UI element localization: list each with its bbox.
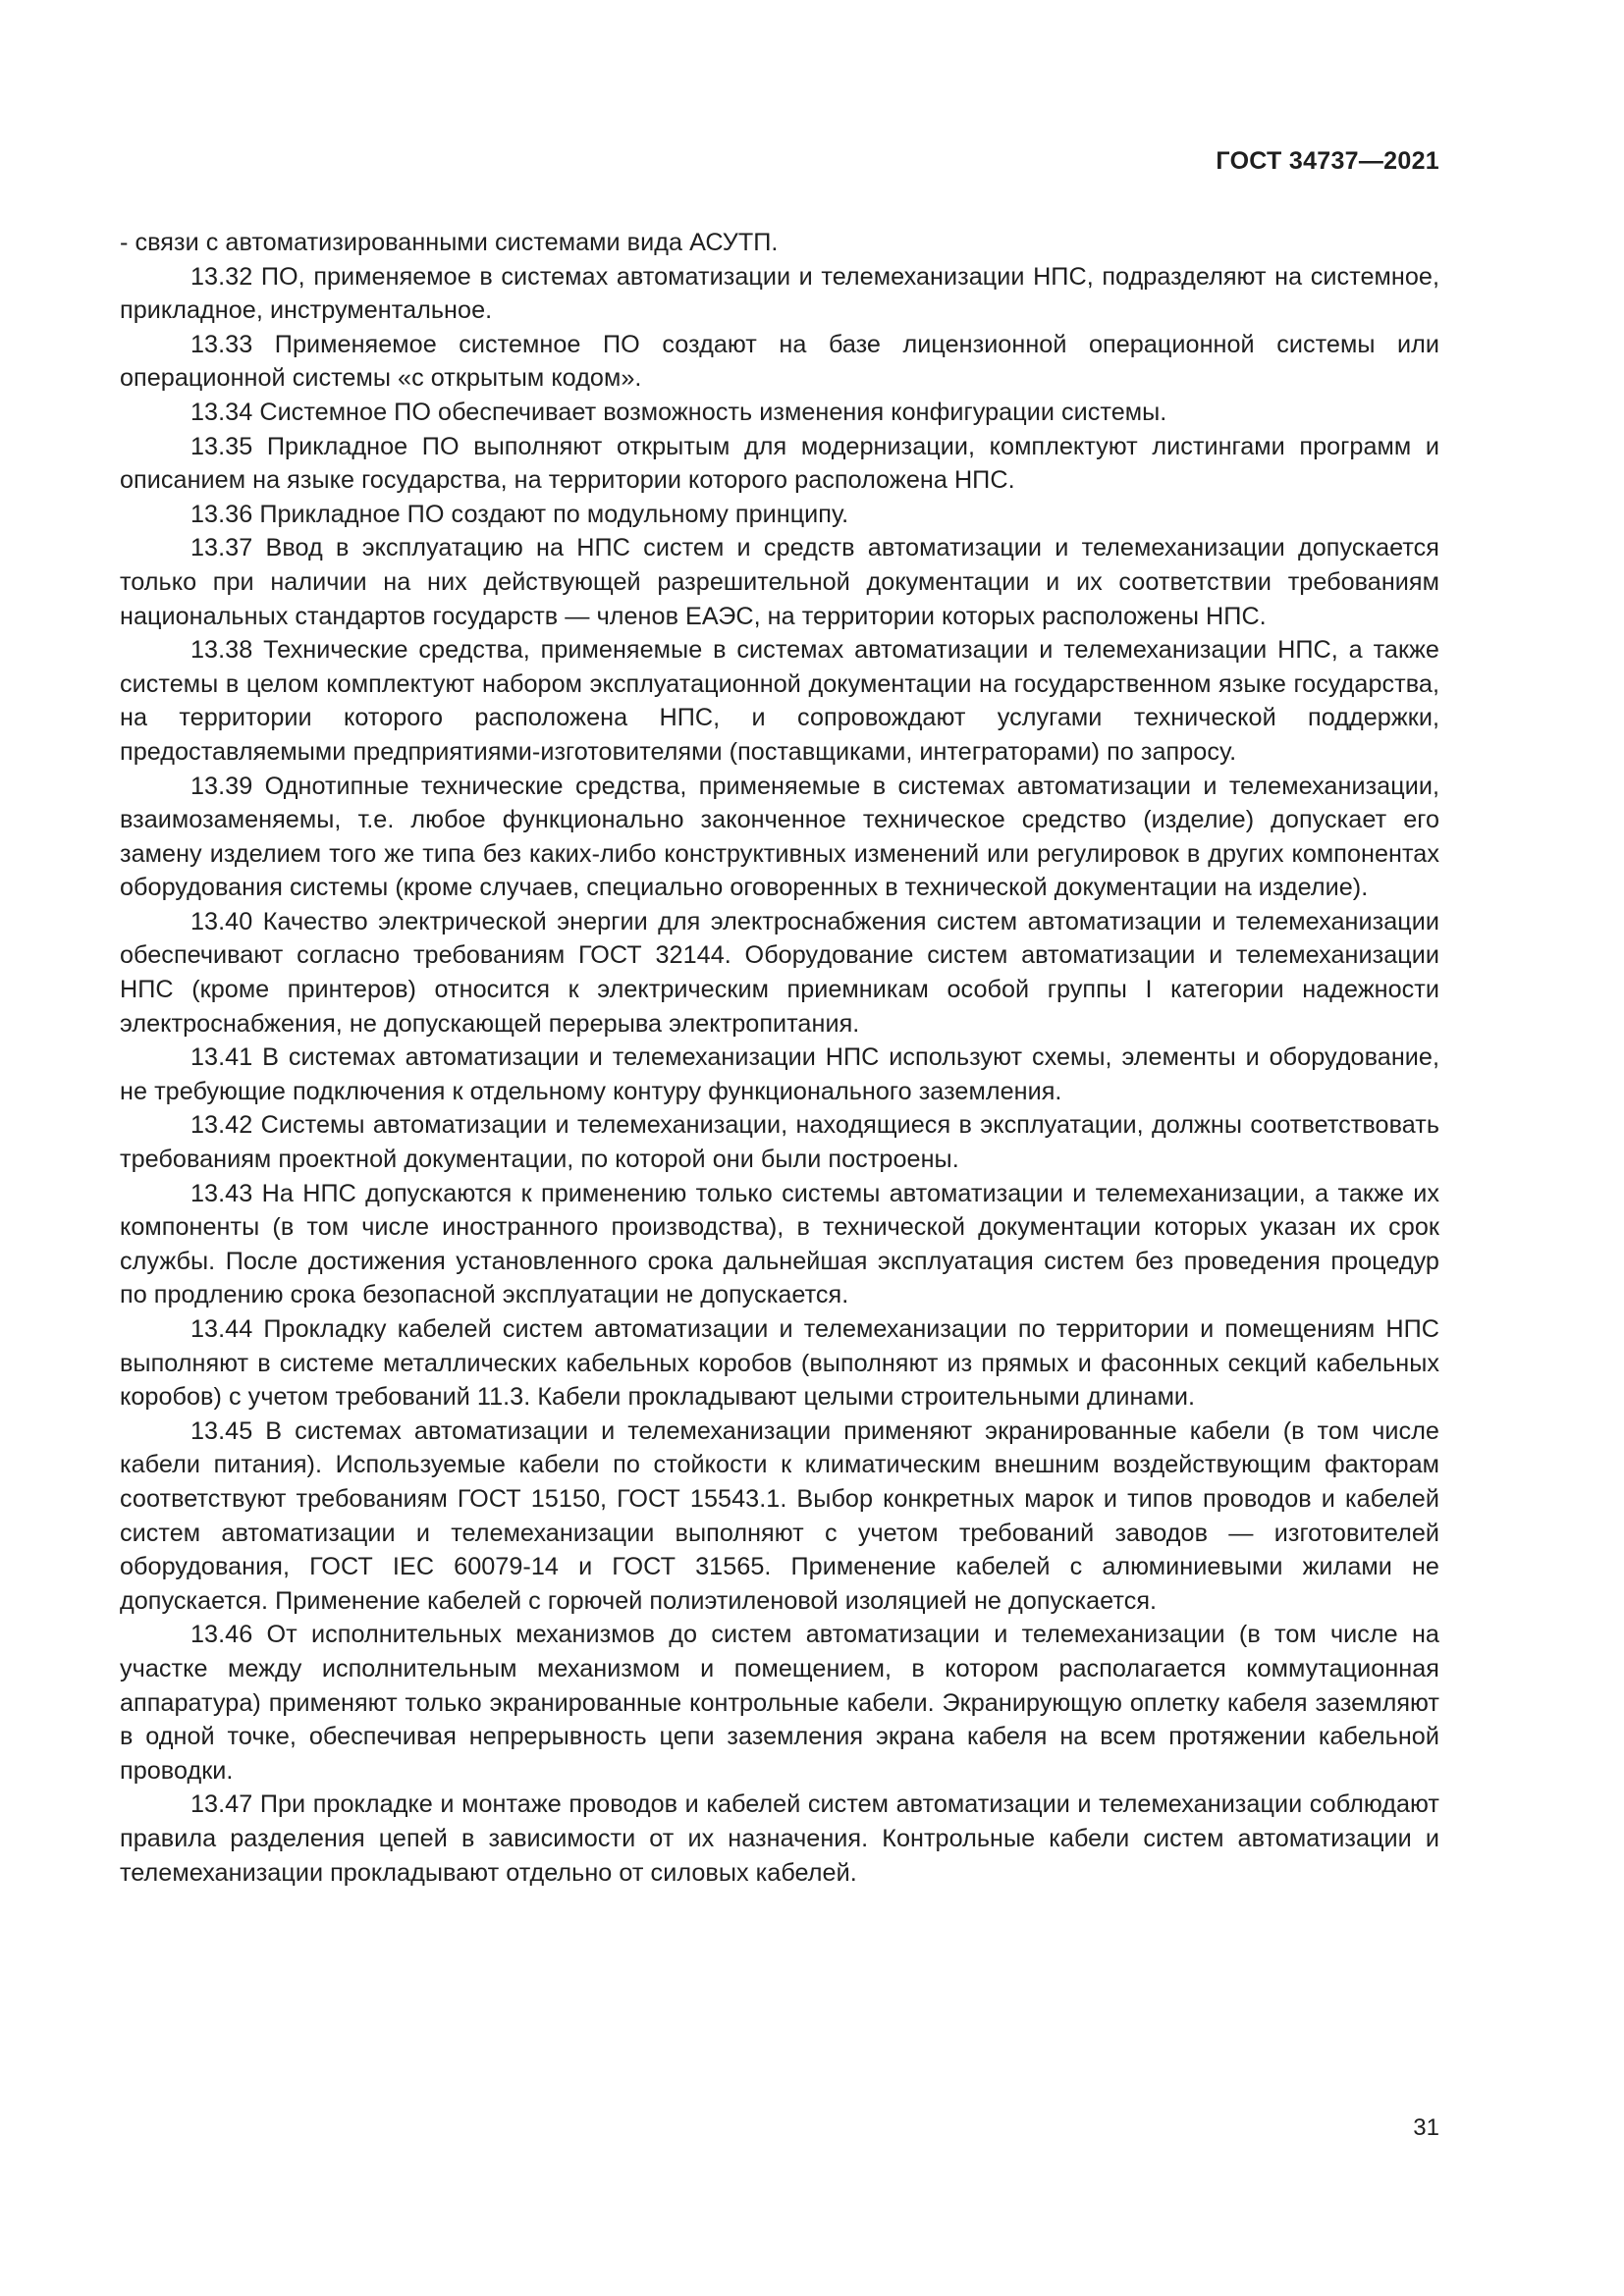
paragraph: 13.38 Технические средства, применяемые в системах автоматизации и телемеханизации НПС, а также системы в целом комплектуют набором эксплуатационной документации на государственном языке государства, на территории которого расположена НПС, и сопровождают услугами технической поддержки, предоставляемыми предприятиями-изготовителями (поставщиками, интеграторами) по запросу. bbox=[120, 636, 1439, 766]
paragraph: 13.45 В системах автоматизации и телемеханизации применяют экранированные кабели (в том числе кабели питания). Используемые кабели по стойкости к климатическим внешним воздействующим факторам соответствуют требованиям ГОСТ 15150, ГОСТ 15543.1. Выбор конкретных марок и типов проводов и кабелей систем автоматизации и телемеханизации выполняют с учетом требований заводов — изготовителей оборудования, ГОСТ IEC 60079-14 и ГОСТ 31565. Применение кабелей с алюминиевыми жилами не допускается. Применение кабелей с горючей полиэтиленовой изоляцией не допускается. bbox=[120, 1416, 1439, 1615]
paragraph: 13.34 Системное ПО обеспечивает возможность изменения конфигурации системы. bbox=[190, 398, 1167, 426]
paragraph: 13.33 Применяемое системное ПО создают на базе лицензионной операционной системы или операционной системы «с открытым кодом». bbox=[120, 330, 1439, 393]
paragraph: 13.39 Однотипные технические средства, применяемые в системах автоматизации и телемеханизации, взаимозаменяемы, т.е. любое функционально законченное техническое средство (изделие) допускает его замену изделием того же типа без каких-либо конструктивных изменений или регулировок в других компонентах оборудования системы (кроме случаев, специально оговоренных в технической документации на изделие). bbox=[120, 772, 1439, 902]
paragraph: - связи с автоматизированными системами вида АСУТП. bbox=[120, 229, 779, 256]
paragraph: 13.36 Прикладное ПО создают по модульному принципу. bbox=[190, 500, 849, 528]
paragraph: 13.35 Прикладное ПО выполняют открытым для модернизации, комплектуют листингами программ и описанием на языке государства, на территории которого расположена НПС. bbox=[120, 432, 1439, 495]
paragraph: 13.43 На НПС допускаются к применению только системы автоматизации и телемеханизации, а также их компоненты (в том числе иностранного производства), в технической документации которых указан их срок службы. После достижения установленного срока дальнейшая эксплуатация систем без проведения процедур по продлению срока безопасной эксплуатации не допускается. bbox=[120, 1179, 1439, 1309]
page-number: 31 bbox=[1413, 2114, 1439, 2141]
paragraph: 13.46 От исполнительных механизмов до систем автоматизации и телемеханизации (в том числе на участке между исполнительным механизмом и помещением, в котором располагается коммутационная аппаратура) применяют только экранированные контрольные кабели. Экранирующую оплетку кабеля заземляют в одной точке, обеспечивая непрерывность цепи заземления экрана кабеля на всем протяжении кабельной проводки. bbox=[120, 1621, 1439, 1785]
document-header: ГОСТ 34737—2021 bbox=[1216, 147, 1439, 175]
paragraph: 13.41 В системах автоматизации и телемеханизации НПС используют схемы, элементы и оборудование, не требующие подключения к отдельному контуру функционального заземления. bbox=[120, 1043, 1439, 1105]
paragraph: 13.42 Системы автоматизации и телемеханизации, находящиеся в эксплуатации, должны соответствовать требованиям проектной документации, по которой они были построены. bbox=[120, 1111, 1439, 1174]
paragraph: 13.40 Качество электрической энергии для электроснабжения систем автоматизации и телемеханизации обеспечивают согласно требованиям ГОСТ 32144. Оборудование систем автоматизации и телемеханизации НПС (кроме принтеров) относится к электрическим приемникам особой группы I категории надежности электроснабжения, не допускающей перерыва электропитания. bbox=[120, 907, 1439, 1038]
paragraph: 13.37 Ввод в эксплуатацию на НПС систем и средств автоматизации и телемеханизации допускается только при наличии на них действующей разрешительной документации и их соответствии требованиям национальных стандартов государств — членов ЕАЭС, на территории которых расположены НПС. bbox=[120, 534, 1439, 630]
document-body bbox=[120, 226, 1439, 1890]
paragraph: 13.32 ПО, применяемое в системах автоматизации и телемеханизации НПС, подразделяют на системное, прикладное, инструментальное. bbox=[120, 262, 1439, 325]
paragraph: 13.47 При прокладке и монтаже проводов и кабелей систем автоматизации и телемеханизации соблюдают правила разделения цепей в зависимости от их назначения. Контрольные кабели систем автоматизации и телемеханизации прокладывают отдельно от силовых кабелей. bbox=[120, 1790, 1439, 1887]
paragraph: 13.44 Прокладку кабелей систем автоматизации и телемеханизации по территории и помещениям НПС выполняют в системе металлических кабельных коробов (выполняют из прямых и фасонных секций кабельных коробов) с учетом требований 11.3. Кабели прокладывают целыми строительными длинами. bbox=[120, 1315, 1439, 1412]
